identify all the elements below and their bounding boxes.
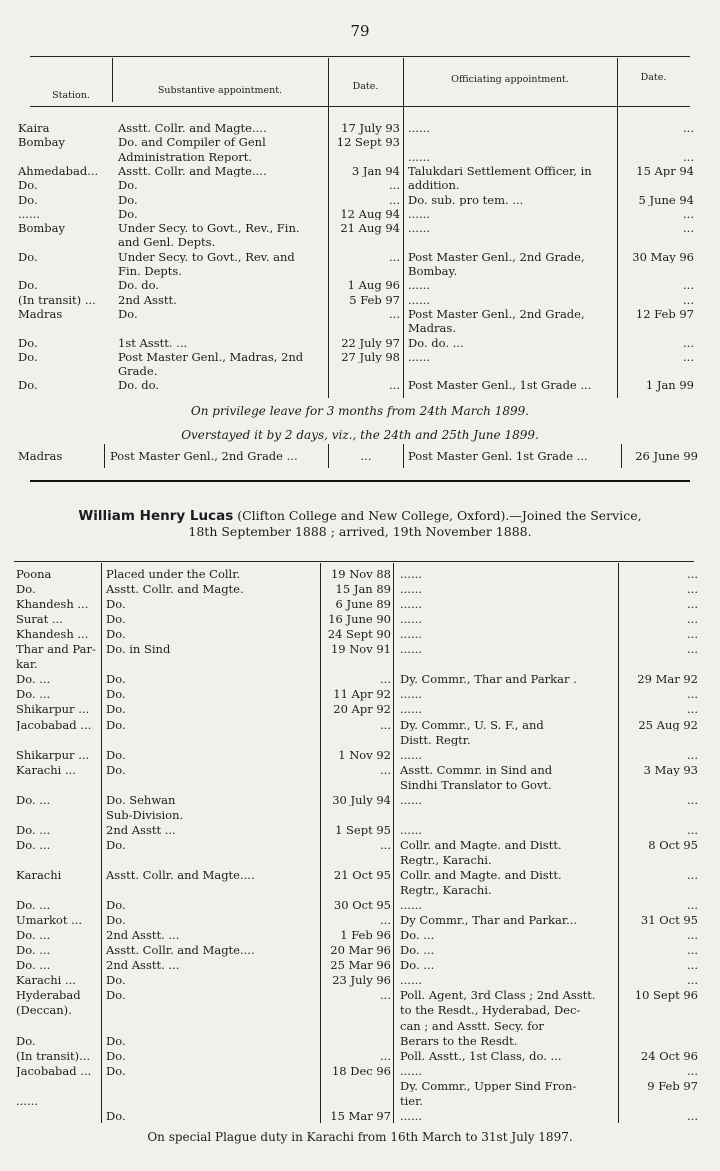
row-station: Do. ...	[16, 673, 51, 686]
row-substantive: Do.	[106, 703, 126, 716]
row-date: 1 Sept 95	[335, 823, 391, 837]
row-officiating: ......	[400, 793, 422, 807]
row-officiating: ......	[408, 122, 430, 135]
row-officiating: Talukdari Settlement Officer, in	[408, 164, 592, 178]
row-station: Do. ...	[16, 944, 51, 957]
row-off-date: 8 Oct 95	[648, 838, 698, 852]
row-off-date: 10 Sept 96	[634, 989, 698, 1002]
row-officiating: ......	[400, 613, 422, 626]
row-officiating: ......	[400, 748, 422, 762]
row-officiating: ......	[400, 1109, 422, 1123]
row-date: 15 Mar 97	[330, 1109, 391, 1123]
row-station: Do. ...	[16, 688, 51, 701]
table2-divider-3	[393, 563, 394, 1123]
row-date: ...	[389, 193, 400, 206]
row-substantive: Do.	[106, 688, 126, 701]
row-off-date: ...	[687, 1109, 698, 1123]
row-substantive: Do.	[106, 1049, 126, 1063]
row-station: Madras	[18, 307, 63, 321]
row-substantive: Do.	[106, 989, 126, 1002]
row-station: ......	[18, 207, 40, 221]
row-off-date: ...	[683, 222, 694, 235]
row-off-date: 12 Feb 97	[635, 307, 694, 321]
officer-heading-rest: (Clifton College and New College, Oxford).—Joined the Service,	[233, 508, 642, 523]
last-row-substantive: Post Master Genl., 2nd Grade ...	[110, 450, 298, 463]
table1-bottom-rule	[30, 480, 690, 482]
row-off-date: ...	[683, 122, 694, 135]
row-date: ...	[380, 718, 391, 731]
row-off-date: ...	[683, 350, 694, 364]
row-off-date: ...	[687, 944, 698, 957]
table1-divider-2	[328, 58, 329, 398]
row-off-date: ...	[683, 336, 694, 349]
row-officiating: Collr. and Magte. and Distt.	[400, 838, 562, 852]
row-station: Do. ...	[16, 823, 51, 837]
row-officiating: Do. sub. pro tem. ...	[408, 193, 524, 206]
row-substantive: Do.	[106, 1064, 126, 1078]
row-off-date: ...	[683, 293, 694, 307]
row-off-date: 24 Oct 96	[640, 1049, 698, 1063]
row-substantive: Do. Sehwan	[106, 793, 176, 807]
row-officiating: ......	[400, 974, 422, 987]
row-substantive: Do.	[118, 179, 138, 192]
row-date: 1 Feb 96	[340, 929, 391, 942]
row-date: 21 Aug 94	[340, 222, 400, 235]
row-substantive: Do.	[106, 838, 126, 852]
row-substantive: Do.	[106, 598, 126, 611]
row-substantive: 2nd Asstt. ...	[106, 959, 180, 972]
row-date: 27 July 98	[341, 350, 400, 364]
row-date: ...	[380, 838, 391, 852]
row-officiating: addition.	[408, 179, 460, 192]
row-substantive: Do.	[106, 1034, 126, 1048]
row-substantive: Do.	[106, 1109, 126, 1123]
row-officiating: Do. ...	[400, 959, 435, 972]
row-substantive: and Genl. Depts.	[118, 236, 216, 249]
table2-divider-4	[618, 563, 619, 1123]
row-substantive: Asstt. Collr. and Magte....	[118, 122, 267, 135]
row-officiating: ......	[408, 207, 430, 221]
row-officiating: ......	[408, 222, 430, 235]
row-station: Khandesh ...	[16, 598, 89, 611]
header-substantive: Substantive appointment.	[157, 85, 283, 96]
row-officiating: ......	[400, 688, 422, 701]
row-date: 6 June 89	[335, 598, 391, 611]
row-officiating: ......	[400, 643, 422, 656]
row-substantive: Do.	[118, 307, 138, 321]
row-substantive: Do. do.	[118, 279, 159, 292]
row-date: 19 Nov 88	[330, 568, 391, 581]
row-officiating: Regtr., Karachi.	[400, 884, 492, 897]
row-off-date: 31 Oct 95	[640, 914, 698, 927]
last-row-divider-3	[403, 444, 404, 468]
row-officiating: Asstt. Commr. in Sind and	[400, 763, 553, 777]
row-date: 3 Jan 94	[351, 164, 400, 178]
row-date: ...	[389, 179, 400, 192]
row-date: 20 Apr 92	[333, 703, 391, 716]
row-officiating: Dy. Commr., U. S. F., and	[400, 718, 544, 731]
row-off-date: ...	[687, 929, 698, 942]
row-off-date: 9 Feb 97	[647, 1079, 698, 1093]
row-station: Jacobabad ...	[16, 1064, 92, 1078]
row-date: 30 Oct 95	[333, 899, 391, 912]
row-substantive: Do.	[118, 207, 138, 221]
row-station: ......	[16, 1094, 38, 1108]
row-substantive: Asstt. Collr. and Magte....	[118, 164, 267, 178]
row-date: 15 Jan 89	[335, 583, 391, 596]
row-station: Do.	[16, 1034, 36, 1048]
row-officiating: ......	[400, 703, 422, 716]
row-off-date: ...	[687, 643, 698, 656]
row-station: Ahmedabad...	[18, 164, 99, 178]
table2-divider-2	[320, 563, 321, 1123]
row-station: Karachi	[16, 869, 62, 882]
row-officiating: ......	[400, 598, 422, 611]
row-station: Do. ...	[16, 929, 51, 942]
row-substantive: 1st Asstt. ...	[118, 336, 188, 349]
row-station: Do.	[18, 379, 38, 392]
row-officiating: Sindhi Translator to Govt.	[400, 778, 552, 792]
row-substantive: Do. do.	[118, 379, 159, 392]
row-date: 24 Sept 90	[327, 628, 391, 641]
row-station: Bombay	[18, 222, 65, 235]
row-substantive: Do.	[106, 613, 126, 626]
row-officiating: Dy Commr., Thar and Parkar...	[400, 914, 578, 927]
row-date: 5 Feb 97	[349, 293, 400, 307]
row-off-date: ...	[687, 959, 698, 972]
row-station: Surat ...	[16, 613, 63, 626]
row-officiating: ......	[408, 293, 430, 307]
row-officiating: ......	[400, 823, 422, 837]
row-off-date: ...	[687, 583, 698, 596]
row-substantive: Do.	[106, 899, 126, 912]
row-officiating: ......	[400, 628, 422, 641]
header-off-date: Date.	[640, 72, 667, 83]
page-number: 79	[350, 22, 370, 40]
row-station: Do.	[16, 583, 36, 596]
row-substantive: Asstt. Collr. and Magte.	[106, 583, 244, 596]
overstayed-note: Overstayed it by 2 days, viz., the 24th and 25th June 1899.	[181, 428, 539, 442]
row-officiating: Post Master Genl., 1st Grade ...	[408, 379, 592, 392]
row-station: Hyderabad	[16, 989, 81, 1002]
row-date: 12 Aug 94	[340, 207, 400, 221]
last-row-divider-2	[328, 444, 329, 468]
row-off-date: 25 Aug 92	[638, 718, 698, 731]
row-station: Karachi ...	[16, 974, 76, 987]
row-station: Do.	[18, 279, 38, 292]
row-date: 18 Dec 96	[331, 1064, 391, 1078]
row-date: 1 Nov 92	[338, 748, 391, 762]
row-date: 1 Aug 96	[347, 279, 400, 292]
row-officiating: Collr. and Magte. and Distt.	[400, 869, 562, 882]
row-officiating: ......	[400, 568, 422, 581]
row-date: ...	[389, 379, 400, 392]
row-station: Do.	[18, 193, 38, 206]
row-substantive: Do.	[106, 974, 126, 987]
table1-divider-4	[617, 58, 618, 398]
row-off-date: 29 Mar 92	[637, 673, 698, 686]
row-off-date: ...	[687, 1064, 698, 1078]
row-station: kar.	[16, 658, 38, 671]
row-date: ...	[389, 250, 400, 264]
row-officiating: Do. ...	[400, 944, 435, 957]
row-station: Poona	[16, 568, 52, 581]
row-officiating: Regtr., Karachi.	[400, 853, 492, 867]
last-row-station: Madras	[18, 450, 63, 463]
row-station: Shikarpur ...	[16, 703, 90, 716]
row-off-date: ...	[687, 899, 698, 912]
row-date: ...	[380, 673, 391, 686]
row-station: Jacobabad ...	[16, 718, 92, 731]
row-date: ...	[380, 989, 391, 1002]
plague-duty-note: On special Plague duty in Karachi from 16th March to 31st July 1897.	[147, 1130, 573, 1144]
table2-top-rule	[14, 561, 694, 562]
row-date: 23 July 96	[332, 974, 391, 987]
row-off-date: 30 May 96	[632, 250, 694, 264]
row-off-date: ...	[687, 869, 698, 882]
row-officiating: Post Master Genl., 2nd Grade,	[408, 250, 585, 264]
row-officiating: Dy. Commr., Thar and Parkar .	[400, 673, 577, 686]
row-officiating: Madras.	[408, 322, 456, 335]
officer-heading-line2: 18th September 1888 ; arrived, 19th November 1888.	[188, 524, 532, 539]
officer-heading	[30, 508, 690, 539]
row-station: Khandesh ...	[16, 628, 89, 641]
row-date: 17 July 93	[341, 122, 400, 135]
row-substantive: Placed under the Collr.	[106, 568, 241, 581]
row-substantive: Under Secy. to Govt., Rev. and	[118, 250, 295, 264]
row-substantive: Fin. Depts.	[118, 265, 182, 278]
row-off-date: ...	[687, 703, 698, 716]
row-substantive: Do.	[106, 628, 126, 641]
row-officiating: Do. do. ...	[408, 336, 464, 349]
row-officiating: tier.	[400, 1094, 423, 1108]
row-officiating: can ; and Asstt. Secy. for	[400, 1019, 544, 1032]
row-substantive: Administration Report.	[118, 150, 253, 164]
table1-top-rule	[30, 56, 690, 57]
row-off-date: ...	[687, 568, 698, 581]
row-substantive: Do.	[118, 193, 138, 206]
row-off-date: 15 Apr 94	[636, 164, 694, 178]
row-substantive: 2nd Asstt ...	[106, 823, 176, 837]
row-officiating: Distt. Regtr.	[400, 733, 471, 747]
table1-header-rule	[30, 106, 690, 107]
row-substantive: Do. and Compiler of Genl	[118, 136, 266, 149]
row-date: 25 Mar 96	[330, 959, 391, 972]
row-substantive: Do. in Sind	[106, 643, 171, 656]
row-date: ...	[389, 307, 400, 321]
officer-name: William Henry Lucas	[78, 508, 234, 524]
row-substantive: 2nd Asstt.	[118, 293, 177, 307]
row-station: Karachi ...	[16, 763, 76, 777]
row-off-date: ...	[687, 613, 698, 626]
row-date: 12 Sept 93	[336, 136, 400, 149]
row-officiating: ......	[408, 350, 430, 364]
row-officiating: ......	[400, 899, 422, 912]
row-date: 30 July 94	[332, 793, 391, 807]
row-date: 16 June 90	[328, 613, 391, 626]
row-substantive: Asstt. Collr. and Magte....	[106, 869, 255, 882]
row-station: Do. ...	[16, 959, 51, 972]
row-officiating: Bombay.	[408, 265, 458, 278]
row-date: 22 July 97	[341, 336, 400, 349]
row-off-date: ...	[687, 688, 698, 701]
row-date: ...	[380, 763, 391, 777]
row-station: Do.	[18, 350, 38, 364]
row-date: 20 Mar 96	[330, 944, 391, 957]
row-off-date: 3 May 93	[643, 763, 698, 777]
row-officiating: Berars to the Resdt.	[400, 1034, 518, 1048]
row-substantive: Under Secy. to Govt., Rev., Fin.	[118, 222, 300, 235]
row-officiating: ......	[400, 583, 422, 596]
row-station: Do.	[18, 179, 38, 192]
last-row-off-date: 26 June 99	[635, 450, 698, 463]
row-off-date: ...	[687, 598, 698, 611]
row-station: Shikarpur ...	[16, 748, 90, 762]
row-station: Umarkot ...	[16, 914, 83, 927]
row-officiating: Poll. Asstt., 1st Class, do. ...	[400, 1049, 562, 1063]
row-date: 21 Oct 95	[333, 869, 391, 882]
row-date: ...	[380, 914, 391, 927]
row-station: Thar and Par-	[16, 643, 96, 656]
row-officiating: Do. ...	[400, 929, 435, 942]
row-substantive: 2nd Asstt. ...	[106, 929, 180, 942]
last-row-date: ...	[360, 450, 372, 463]
row-officiating: ......	[400, 1064, 422, 1078]
table2-divider-1	[101, 563, 102, 1123]
privilege-leave-note: On privilege leave for 3 months from 24th March 1899.	[190, 404, 530, 418]
row-off-date: ...	[687, 793, 698, 807]
table1-divider-3	[403, 58, 404, 398]
row-station: Do. ...	[16, 899, 51, 912]
row-off-date: ...	[683, 150, 694, 164]
header-officiating: Officiating appointment.	[451, 74, 569, 85]
row-station: Do. ...	[16, 793, 51, 807]
row-substantive: Grade.	[118, 365, 158, 378]
row-substantive: Do.	[106, 748, 126, 762]
row-station: Kaira	[18, 122, 50, 135]
row-officiating: Poll. Agent, 3rd Class ; 2nd Asstt.	[400, 989, 596, 1002]
row-off-date: ...	[687, 823, 698, 837]
row-station: (In transit) ...	[18, 293, 96, 307]
row-officiating: Post Master Genl., 2nd Grade,	[408, 307, 585, 321]
row-off-date: ...	[687, 748, 698, 762]
row-station: Bombay	[18, 136, 65, 149]
row-substantive: Asstt. Collr. and Magte....	[106, 944, 255, 957]
row-substantive: Do.	[106, 763, 126, 777]
row-substantive: Do.	[106, 673, 126, 686]
last-row-divider-4	[621, 444, 622, 468]
last-row-officiating: Post Master Genl. 1st Grade ...	[408, 450, 588, 463]
header-station: Station.	[52, 90, 90, 101]
last-row-divider-1	[104, 444, 105, 468]
row-officiating: ......	[408, 279, 430, 292]
row-station: (In transit)...	[16, 1049, 91, 1063]
row-substantive: Sub-Division.	[106, 808, 184, 822]
row-date: 11 Apr 92	[333, 688, 391, 701]
row-station: (Deccan).	[16, 1004, 72, 1017]
row-substantive: Do.	[106, 914, 126, 927]
row-officiating: ......	[408, 150, 430, 164]
row-station: Do.	[18, 250, 38, 264]
row-substantive: Do.	[106, 718, 126, 731]
row-off-date: ...	[683, 207, 694, 221]
row-off-date: 1 Jan 99	[645, 379, 694, 392]
header-date: Date.	[352, 81, 379, 92]
row-date: ...	[380, 1049, 391, 1063]
row-off-date: ...	[687, 628, 698, 641]
row-station: Do. ...	[16, 838, 51, 852]
row-off-date: ...	[683, 279, 694, 292]
row-off-date: ...	[687, 974, 698, 987]
row-date: 19 Nov 91	[330, 643, 391, 656]
row-substantive: Post Master Genl., Madras, 2nd	[118, 350, 304, 364]
row-officiating: Dy. Commr., Upper Sind Fron-	[400, 1079, 577, 1093]
row-off-date: 5 June 94	[638, 193, 694, 206]
row-station: Do.	[18, 336, 38, 349]
row-officiating: to the Resdt., Hyderabad, Dec-	[400, 1004, 581, 1017]
